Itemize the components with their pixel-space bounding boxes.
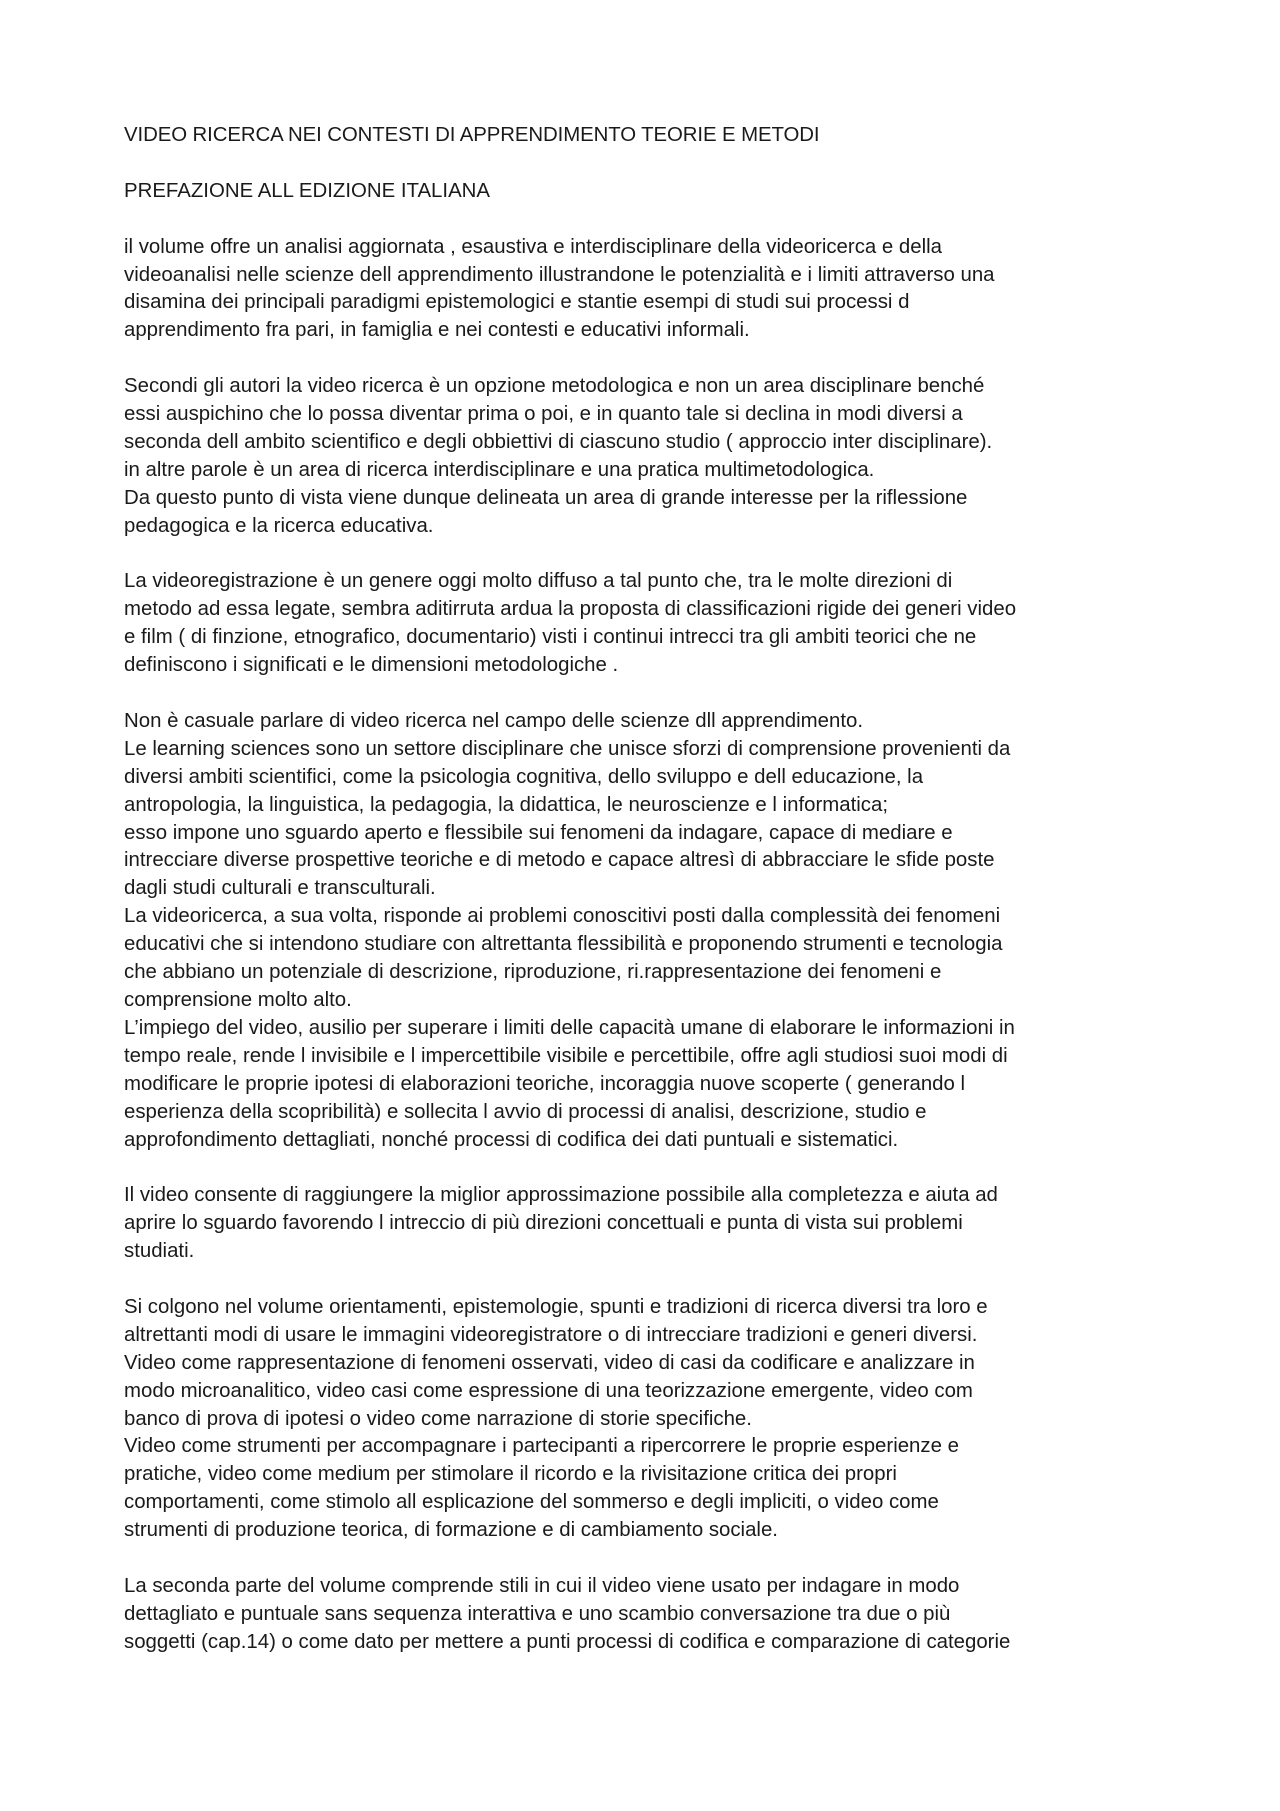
text-line: esso impone uno sguardo aperto e flessibile sui fenomeni da indagare, capace di mediare e — [124, 821, 953, 844]
text-line: intrecciare diverse prospettive teoriche e di metodo e capace altresì di abbracciare le sfide poste — [124, 849, 995, 872]
text-line: comportamenti, come stimolo all esplicazione del sommerso e degli impliciti, o video come — [124, 1491, 939, 1514]
text-line: educativi che si intendono studiare con altrettanta flessibilità e proponendo strumenti e tecnologia — [124, 933, 1003, 956]
body-paragraph — [124, 708, 1174, 1155]
text-line: Video come strumenti per accompagnare i partecipanti a ripercorrere le proprie esperienze e — [124, 1435, 959, 1458]
text-line: dettagliato e puntuale sans sequenza interattiva e uno scambio conversazione tra due o più — [124, 1602, 951, 1625]
text-line: pedagogica e la ricerca educativa. — [124, 514, 434, 537]
text-line: diversi ambiti scientifici, come la psicologia cognitiva, dello sviluppo e dell educazione, la — [124, 765, 924, 788]
text-line: altrettanti modi di usare le immagini videoregistratore o di intrecciare tradizioni e generi diversi. — [124, 1323, 978, 1346]
text-line: Da questo punto di vista viene dunque delineata un area di grande interesse per la riflessione — [124, 486, 968, 509]
text-line: comprensione molto alto. — [124, 989, 352, 1012]
text-line: disamina dei principali paradigmi epistemologici e stantie esempi di studi sui processi d — [124, 291, 910, 314]
text-line: strumenti di produzione teorica, di formazione e di cambiamento sociale. — [124, 1519, 778, 1542]
document-title: VIDEO RICERCA NEI CONTESTI DI APPRENDIMENTO TEORIE E METODI — [124, 124, 820, 146]
text-line: studiati. — [124, 1240, 195, 1263]
text-line: Secondi gli autori la video ricerca è un opzione metodologica e non un area disciplinare benché — [124, 375, 985, 398]
text-line: il volume offre un analisi aggiornata , esaustiva e interdisciplinare della videoricerca e della — [124, 235, 942, 258]
text-line: La seconda parte del volume comprende stili in cui il video viene usato per indagare in modo — [124, 1575, 960, 1597]
body-paragraph — [124, 1182, 1174, 1266]
text-line: Si colgono nel volume orientamenti, epistemologie, spunti e tradizioni di ricerca diversi tra loro e — [124, 1295, 988, 1318]
text-line: che abbiano un potenziale di descrizione, riproduzione, ri.rappresentazione dei fenomeni e — [124, 961, 942, 984]
text-line: dagli studi culturali e transculturali. — [124, 877, 436, 900]
text-line: pratiche, video come medium per stimolare il ricordo e la rivisitazione critica dei propri — [124, 1463, 897, 1486]
text-line: seconda dell ambito scientifico e degli obbiettivi di ciascuno studio ( approccio inter disciplinare). — [124, 430, 993, 453]
text-line: videoanalisi nelle scienze dell apprendimento illustrandone le potenzialità e i limiti attraverso una — [124, 263, 995, 286]
text-line: La videoregistrazione è un genere oggi molto diffuso a tal punto che, tra le molte direzioni di — [124, 570, 953, 593]
text-line: soggetti (cap.14) o come dato per mettere a punti processi di codifica e comparazione di categorie — [124, 1630, 1011, 1653]
text-line: apprendimento fra pari, in famiglia e nei contesti e educativi informali. — [124, 319, 750, 342]
text-line: Video come rappresentazione di fenomeni osservati, video di casi da codificare e analizzare in — [124, 1351, 975, 1374]
body-paragraph — [124, 373, 1174, 540]
text-line: tempo reale, rende l invisibile e l impercettibile visibile e percettibile, offre agli studiosi suoi modi di — [124, 1044, 1008, 1067]
text-line: Non è casuale parlare di video ricerca nel campo delle scienze dll apprendimento. — [124, 709, 864, 732]
document-page — [124, 122, 1174, 1685]
text-line: aprire lo sguardo favorendo l intreccio di più direzioni concettuali e punta di vista sui problemi — [124, 1212, 963, 1235]
text-line: Le learning sciences sono un settore disciplinare che unisce sforzi di comprensione provenienti da — [124, 737, 1011, 760]
body-paragraph — [124, 1294, 1174, 1545]
text-line: metodo ad essa legate, sembra aditirruta ardua la proposta di classificazioni rigide dei generi video — [124, 598, 1017, 621]
body-paragraph — [124, 1573, 1174, 1657]
text-line: approfondimento dettagliati, nonché processi di codifica dei dati puntuali e sistematici. — [124, 1128, 899, 1151]
text-line: L’impiego del video, ausilio per superare i limiti delle capacità umane di elaborare le informazioni in — [124, 1016, 1015, 1039]
body-paragraph — [124, 568, 1174, 680]
body-paragraph — [124, 234, 1174, 346]
text-line: essi auspichino che lo possa diventar prima o poi, e in quanto tale si declina in modi diversi a — [124, 403, 963, 426]
text-line: antropologia, la linguistica, la pedagogia, la didattica, le neuroscienze e l informatica; — [124, 793, 888, 816]
text-line: La videoricerca, a sua volta, risponde ai problemi conoscitivi posti dalla complessità dei fenomeni — [124, 905, 1001, 928]
text-line: e film ( di finzione, etnografico, documentario) visti i continui intrecci tra gli ambiti teorici che ne — [124, 626, 977, 649]
text-line: modificare le proprie ipotesi di elaborazioni teoriche, incoraggia nuove scoperte ( generando l — [124, 1072, 966, 1095]
text-line: definiscono i significati e le dimensioni metodologiche . — [124, 654, 619, 677]
document-body — [124, 234, 1174, 1657]
text-line: Il video consente di raggiungere la miglior approssimazione possibile alla completezza e aiuta ad — [124, 1184, 998, 1207]
text-line: modo microanalitico, video casi come espressione di una teorizzazione emergente, video com — [124, 1379, 973, 1402]
text-line: banco di prova di ipotesi o video come narrazione di storie specifiche. — [124, 1407, 752, 1430]
text-line: in altre parole è un area di ricerca interdisciplinare e una pratica multimetodologica. — [124, 458, 875, 481]
document-subtitle: PREFAZIONE ALL EDIZIONE ITALIANA — [124, 179, 490, 202]
text-line: esperienza della scopribilità) e sollecita l avvio di processi di analisi, descrizione, studio e — [124, 1100, 927, 1123]
